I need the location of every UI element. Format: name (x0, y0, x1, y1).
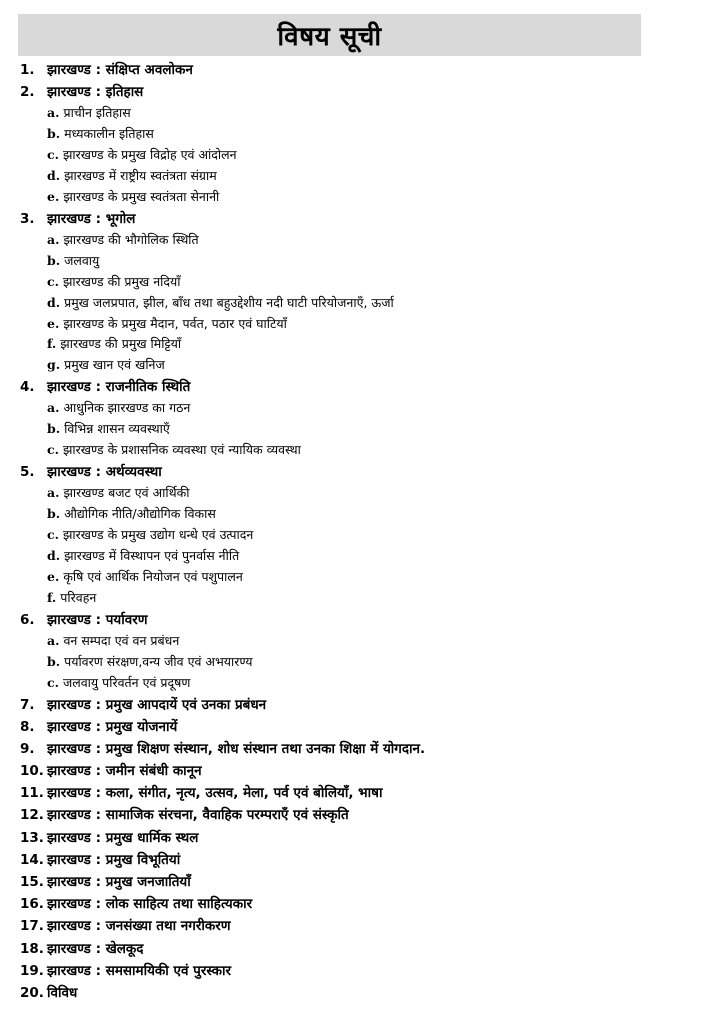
toc-subitem-title: झारखण्ड की प्रमुख मिट्टियाँ (60, 336, 182, 352)
toc-item-number: 10. (20, 763, 44, 780)
toc-subitem (20, 187, 700, 208)
toc-subitem-title: झारखण्ड में राष्ट्रीय स्वतंत्रता संग्राम (64, 168, 217, 184)
title-bar (18, 14, 641, 56)
toc-subitem-title: झारखण्ड के प्रमुख मैदान, पर्वत, पठार एवं घाटियाँ (63, 315, 287, 331)
toc-subitem (20, 166, 700, 187)
toc-item-title: झारखण्ड : लोक साहित्य तथा साहित्यकार (47, 896, 253, 913)
toc-subitem-title: पर्यावरण संरक्षण,वन्य जीव एवं अभयारण्य (64, 653, 253, 669)
toc-item (20, 915, 700, 937)
toc-subitem (20, 314, 700, 335)
toc-item (20, 827, 700, 849)
toc-subitem (20, 398, 700, 419)
toc-item-number: 14. (20, 851, 44, 868)
toc-subitem-title: विभिन्न शासन व्यवस्थाएँ (64, 421, 170, 437)
toc-subitem (20, 504, 700, 525)
toc-item-title: झारखण्ड : जमीन संबंधी कानून (47, 763, 202, 780)
toc-item (20, 716, 700, 738)
toc-subitem-letter: c. (47, 674, 59, 690)
toc-subitem-title: झारखण्ड के प्रमुख विद्रोह एवं आंदोलन (62, 147, 237, 163)
toc-subitem-letter: a. (47, 232, 60, 248)
toc-item-number: 20. (20, 984, 44, 1001)
toc-subitem-title: वन सम्पदा एवं वन प्रबंधन (63, 632, 180, 648)
toc-subitem-title: झारखण्ड के प्रमुख स्वतंत्रता सेनानी (63, 188, 220, 204)
toc-item-number: 13. (20, 829, 44, 846)
toc-subitem-title: मध्यकालीन इतिहास (64, 126, 154, 142)
toc-subitem-title: आधुनिक झारखण्ड का गठन (63, 400, 191, 416)
toc-subitem (20, 334, 700, 355)
toc-item-number: 5. (20, 464, 35, 481)
toc-subitem-letter: a. (47, 632, 60, 648)
toc-subitem-letter: c. (47, 442, 59, 458)
toc-subitem (20, 272, 700, 293)
toc-item-title: झारखण्ड : प्रमुख शिक्षण संस्थान, शोध संस्थान तथा उनका शिक्षा में योगदान. (47, 740, 426, 757)
toc-subitem-letter: b. (47, 252, 61, 268)
toc-subitem (20, 652, 700, 673)
toc-subitem (20, 355, 700, 376)
toc-item (20, 376, 700, 398)
toc-subitem-letter: b. (47, 421, 61, 437)
toc-subitem-title: कृषि एवं आर्थिक नियोजन एवं पशुपालन (63, 568, 243, 584)
toc-subitem-letter: e. (47, 568, 60, 584)
toc-subitem-title: झारखण्ड की भौगोलिक स्थिति (63, 232, 199, 248)
toc-subitem-letter: d. (47, 547, 61, 563)
toc-item-number: 4. (20, 379, 35, 396)
toc-subitem (20, 483, 700, 504)
toc-item (20, 960, 700, 982)
toc-item-number: 9. (20, 740, 35, 757)
toc-item-number: 17. (20, 918, 44, 935)
toc-item (20, 81, 700, 103)
toc-item (20, 208, 700, 230)
toc-subitem-letter: f. (47, 336, 57, 352)
toc-item (20, 694, 700, 716)
toc-subitem-title: परिवहन (60, 589, 97, 605)
toc-subitem-title: प्रमुख खान एवं खनिज (64, 357, 165, 373)
toc-subitem-letter: e. (47, 188, 60, 204)
toc-subitem (20, 525, 700, 546)
toc-item (20, 760, 700, 782)
toc-item-title: झारखण्ड : कला, संगीत, नृत्य, उत्सव, मेला, पर्व एवं बोलियाँ, भाषा (47, 785, 383, 802)
toc-item-title: झारखण्ड : अर्थव्यवस्था (47, 464, 162, 481)
toc-subitem-letter: c. (47, 147, 59, 163)
toc-item (20, 782, 700, 804)
toc-subitem-title: झारखण्ड के प्रशासनिक व्यवस्था एवं न्यायिक व्यवस्था (62, 442, 301, 458)
toc-item-number: 11. (20, 785, 44, 802)
toc-item-title: झारखण्ड : सामाजिक संरचना, वैवाहिक परम्पराएँ एवं संस्कृति (47, 807, 349, 824)
page-title: विषय सूची (277, 22, 382, 52)
toc-item-number: 15. (20, 874, 44, 890)
toc-item-title: झारखण्ड : जनसंख्या तथा नगरीकरण (47, 918, 231, 935)
toc-item-title: झारखण्ड : प्रमुख जनजातियाँ (47, 874, 191, 890)
toc-subitem (20, 251, 700, 272)
toc-item-number: 6. (20, 611, 35, 628)
toc-subitem (20, 124, 700, 145)
toc-item-title: झारखण्ड : भूगोल (47, 210, 136, 227)
toc-subitem-letter: d. (47, 168, 61, 184)
toc-item (20, 982, 700, 1004)
toc-subitem-title: झारखण्ड की प्रमुख नदियाँ (62, 273, 181, 289)
toc-item-title: झारखण्ड : इतिहास (47, 84, 144, 101)
toc-subitem-title: प्रमुख जलप्रपात, झील, बाँध तथा बहुउद्देशीय नदी घाटी परियोजनाएँ, ऊर्जा (64, 294, 394, 310)
toc-item (20, 938, 700, 960)
toc-item-number: 19. (20, 962, 44, 979)
toc-subitem (20, 145, 700, 166)
toc-item (20, 893, 700, 915)
toc-subitem (20, 673, 700, 694)
toc-subitem-letter: d. (47, 294, 61, 310)
toc-item-number: 18. (20, 940, 44, 957)
toc-subitem-letter: c. (47, 273, 59, 289)
toc-item-title: झारखण्ड : खेलकूद (47, 940, 144, 957)
toc-subitem (20, 419, 700, 440)
toc-subitem-letter: a. (47, 105, 60, 121)
toc-item-title: झारखण्ड : प्रमुख योजनायें (47, 718, 178, 735)
toc-item-number: 2. (20, 84, 35, 101)
toc-item-title: झारखण्ड : प्रमुख धार्मिक स्थल (47, 829, 199, 846)
toc-item (20, 871, 700, 893)
toc-item (20, 804, 700, 826)
toc-subitem-title: झारखण्ड बजट एवं आर्थिकी (63, 485, 190, 501)
toc-subitem (20, 103, 700, 124)
toc-subitem-letter: c. (47, 527, 59, 543)
toc-subitem (20, 230, 700, 251)
toc-subitem (20, 631, 700, 652)
toc-subitem-letter: e. (47, 315, 60, 331)
toc-subitem-letter: g. (47, 357, 61, 373)
toc-subitem-letter: b. (47, 126, 61, 142)
toc-subitem-letter: a. (47, 400, 60, 416)
toc-item-title: विविध (47, 984, 78, 1001)
toc-subitem (20, 567, 700, 588)
toc-subitem-title: औद्योगिक नीति/औद्योगिक विकास (64, 506, 216, 522)
toc-subitem-title: झारखण्ड के प्रमुख उद्योग धन्धे एवं उत्पादन (62, 527, 254, 543)
toc-item (20, 609, 700, 631)
toc-item-number: 12. (20, 807, 44, 824)
toc-item (20, 849, 700, 871)
toc-item (20, 461, 700, 483)
toc-subitem-letter: b. (47, 506, 61, 522)
toc-item-title: झारखण्ड : प्रमुख आपदायें एवं उनका प्रबंधन (47, 696, 267, 713)
toc-item-number: 7. (20, 696, 35, 713)
toc-item-number: 8. (20, 718, 35, 735)
toc-subitem-title: झारखण्ड में विस्थापन एवं पुनर्वास नीति (64, 547, 240, 563)
toc-item-title: झारखण्ड : प्रमुख विभूतियां (47, 851, 181, 868)
toc-subitem (20, 588, 700, 609)
toc-item-title: झारखण्ड : राजनीतिक स्थिति (47, 379, 191, 396)
toc-item (20, 738, 700, 760)
toc-subitem (20, 546, 700, 567)
toc-item (20, 59, 700, 81)
toc-subitem-letter: f. (47, 589, 57, 605)
toc-subitem-title: जलवायु परिवर्तन एवं प्रदूषण (62, 674, 191, 690)
toc-item-title: झारखण्ड : पर्यावरण (47, 611, 148, 628)
toc-subitem (20, 293, 700, 314)
toc-subitem-letter: a. (47, 485, 60, 501)
toc-item-number: 3. (20, 210, 35, 227)
toc-subitem (20, 440, 700, 461)
toc-item-title: झारखण्ड : संक्षिप्त अवलोकन (47, 62, 193, 78)
table-of-contents (20, 59, 700, 1004)
toc-subitem-letter: b. (47, 653, 61, 669)
toc-item-number: 1. (20, 62, 35, 78)
toc-item-number: 16. (20, 896, 44, 913)
toc-subitem-title: जलवायु (64, 252, 100, 268)
toc-subitem-title: प्राचीन इतिहास (63, 105, 131, 121)
toc-item-title: झारखण्ड : समसामयिकी एवं पुरस्कार (47, 962, 231, 979)
